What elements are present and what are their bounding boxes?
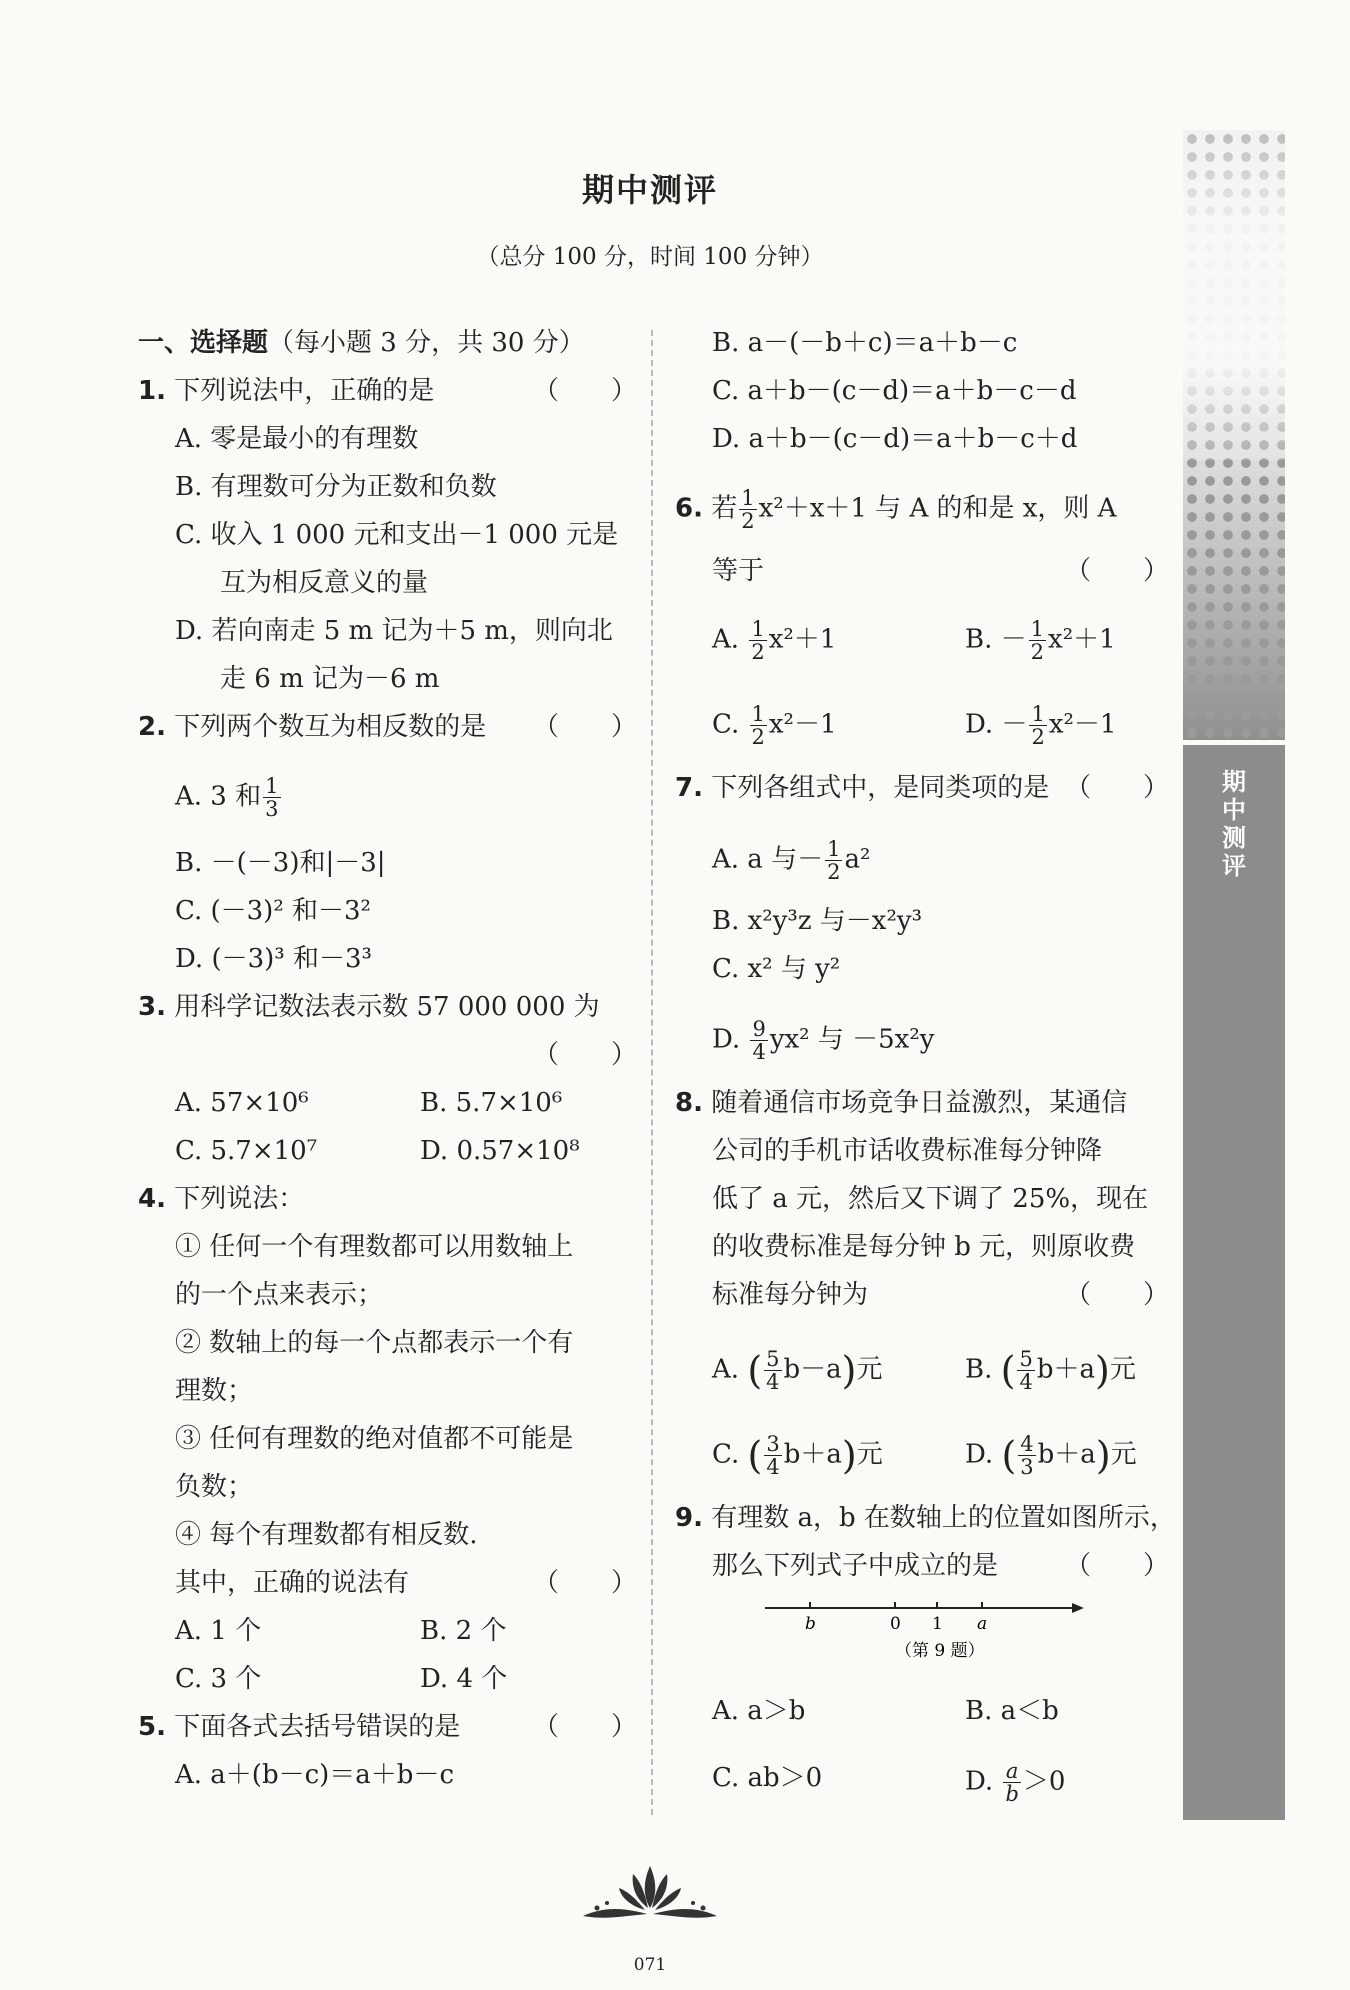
- question-7-option-a: A. a 与－ $\frac{1}{2}$ a²: [712, 837, 871, 884]
- question-4-answer-blank: （ ）: [533, 1568, 638, 1598]
- question-1-option-c-cont: 互为相反意义的量: [220, 568, 429, 598]
- question-8-option-d: D. ( $\frac{4}{3}$ b＋a)元: [965, 1432, 1137, 1479]
- question-7-option-c: C. x² 与 y²: [712, 954, 841, 984]
- page-title: 期中测评: [581, 171, 718, 209]
- question-9-answer-blank: （ ）: [1065, 1551, 1170, 1581]
- question-4-ask: 其中，正确的说法有: [175, 1568, 410, 1598]
- question-8-option-a: A. ( $\frac{5}{4}$ b－a)元: [712, 1347, 883, 1394]
- question-1-option-a: A. 零是最小的有理数: [175, 424, 419, 454]
- page-number: 071: [633, 1955, 667, 1975]
- question-8-stem-line-5: 标准每分钟为: [712, 1280, 869, 1310]
- sidebar-decoration: [1183, 130, 1285, 740]
- question-1-option-d: D. 若向南走 5 m 记为＋5 m，则向北: [175, 616, 613, 646]
- label-0: 0: [890, 1614, 901, 1634]
- sidebar-tab: [1183, 745, 1285, 1820]
- page-subtitle: （总分 100 分，时间 100 分钟）: [476, 244, 824, 270]
- question-7-stem: 7. 下列各组式中，是同类项的是: [675, 773, 1050, 803]
- question-4-option-d: D. 4 个: [420, 1664, 508, 1694]
- question-6-option-b: B. － $\frac{1}{2}$ x²＋1: [965, 617, 1116, 664]
- question-3-answer-blank: （ ）: [533, 1040, 638, 1070]
- question-9-option-a: A. a＞b: [712, 1696, 806, 1726]
- question-3-option-d: D. 0.57×10⁸: [420, 1136, 580, 1166]
- question-3-option-b: B. 5.7×10⁶: [420, 1088, 563, 1118]
- question-1-stem: 1. 下列说法中，正确的是: [138, 376, 435, 406]
- question-4-statement-2: ② 数轴上的每一个点都表示一个有: [175, 1328, 574, 1358]
- footer-ornament-icon: [575, 1858, 725, 1938]
- question-7-answer-blank: （ ）: [1065, 773, 1170, 803]
- question-2-answer-blank: （ ）: [533, 712, 638, 742]
- question-5-option-b: B. a－(－b＋c)＝a＋b－c: [712, 328, 1018, 358]
- figure-caption: （第 9 题）: [895, 1641, 985, 1661]
- question-6-stem: 6. 若 $\frac{1}{2}$ x²＋x＋1 与 A 的和是 x，则 A: [675, 486, 1117, 533]
- question-4-statement-1-cont: 的一个点来表示；: [175, 1280, 384, 1310]
- question-8-answer-blank: （ ）: [1065, 1280, 1170, 1310]
- question-3-option-c: C. 5.7×10⁷: [175, 1136, 318, 1166]
- question-4-statement-3: ③ 任何有理数的绝对值都不可能是: [175, 1424, 574, 1454]
- question-8-stem: 8. 随着通信市场竞争日益激烈，某通信: [675, 1088, 1128, 1118]
- section-heading: 一、选择题（每小题 3 分，共 30 分）: [138, 328, 585, 358]
- number-line-arrow: [1072, 1603, 1084, 1613]
- question-8-stem-line-3: 低了 a 元，然后又下调了 25%，现在: [712, 1184, 1149, 1214]
- label-1: 1: [932, 1614, 943, 1634]
- question-8-stem-line-4: 的收费标准是每分钟 b 元，则原收费: [712, 1232, 1136, 1262]
- question-9-stem: 9. 有理数 a，b 在数轴上的位置如图所示，: [675, 1503, 1176, 1533]
- question-6-option-a: A. $\frac{1}{2}$ x²＋1: [712, 617, 837, 664]
- question-6-option-c: C. $\frac{1}{2}$ x²－1: [712, 702, 837, 749]
- question-1-option-c: C. 收入 1 000 元和支出－1 000 元是: [175, 520, 619, 550]
- question-9-option-b: B. a＜b: [965, 1696, 1059, 1726]
- question-2-option-b: B. －(－3)和|－3|: [175, 848, 386, 878]
- question-9-stem-line-2: 那么下列式子中成立的是: [712, 1551, 999, 1581]
- question-2-stem: 2. 下列两个数互为相反数的是: [138, 712, 487, 742]
- question-1-option-d-cont: 走 6 m 记为－6 m: [220, 664, 440, 694]
- column-divider: [651, 330, 653, 1815]
- question-5-option-a: A. a＋(b－c)＝a＋b－c: [175, 1760, 455, 1790]
- question-1-answer-blank: （ ）: [533, 376, 638, 406]
- question-7-option-d: D. $\frac{9}{4}$ yx² 与 －5x²y: [712, 1017, 935, 1064]
- question-3-option-a: A. 57×10⁶: [175, 1088, 309, 1118]
- question-4-statement-2-cont: 理数；: [175, 1376, 254, 1406]
- number-line-figure: [760, 1590, 1090, 1670]
- question-4-stem: 4. 下列说法：: [138, 1184, 305, 1214]
- question-6-answer-blank: （ ）: [1065, 556, 1170, 586]
- question-4-option-c: C. 3 个: [175, 1664, 262, 1694]
- label-b: b: [805, 1614, 816, 1634]
- question-2-option-a: A. 3 和 $\frac{1}{3}$: [175, 774, 279, 821]
- question-8-stem-line-2: 公司的手机市话收费标准每分钟降: [712, 1136, 1103, 1166]
- question-5-option-c: C. a＋b－(c－d)＝a＋b－c－d: [712, 376, 1077, 406]
- question-2-option-c: C. (－3)² 和－3²: [175, 896, 371, 926]
- question-2-option-d: D. (－3)³ 和－3³: [175, 944, 372, 974]
- question-6-option-d: D. － $\frac{1}{2}$ x²－1: [965, 702, 1117, 749]
- question-4-option-b: B. 2 个: [420, 1616, 507, 1646]
- question-3-stem: 3. 用科学记数法表示数 57 000 000 为: [138, 992, 600, 1022]
- question-4-statement-1: ① 任何一个有理数都可以用数轴上: [175, 1232, 574, 1262]
- label-a: a: [977, 1614, 988, 1634]
- question-4-statement-3-cont: 负数；: [175, 1472, 254, 1502]
- question-6-stem-cont: 等于: [712, 556, 765, 586]
- question-8-option-b: B. ( $\frac{5}{4}$ b＋a)元: [965, 1347, 1136, 1394]
- question-5-stem: 5. 下面各式去括号错误的是: [138, 1712, 461, 1742]
- question-9-option-d: D. $\frac{a}{b}$ ＞0: [965, 1759, 1066, 1806]
- question-4-option-a: A. 1 个: [175, 1616, 262, 1646]
- question-5-answer-blank: （ ）: [533, 1712, 638, 1742]
- sidebar-label: 期中测评: [1222, 768, 1246, 880]
- question-4-statement-4: ④ 每个有理数都有相反数.: [175, 1520, 478, 1550]
- question-1-option-b: B. 有理数可分为正数和负数: [175, 472, 497, 502]
- question-5-option-d: D. a＋b－(c－d)＝a＋b－c＋d: [712, 424, 1078, 454]
- question-8-option-c: C. ( $\frac{3}{4}$ b＋a)元: [712, 1432, 883, 1479]
- question-9-option-c: C. ab＞0: [712, 1763, 823, 1793]
- question-7-option-b: B. x²y³z 与－x²y³: [712, 906, 922, 936]
